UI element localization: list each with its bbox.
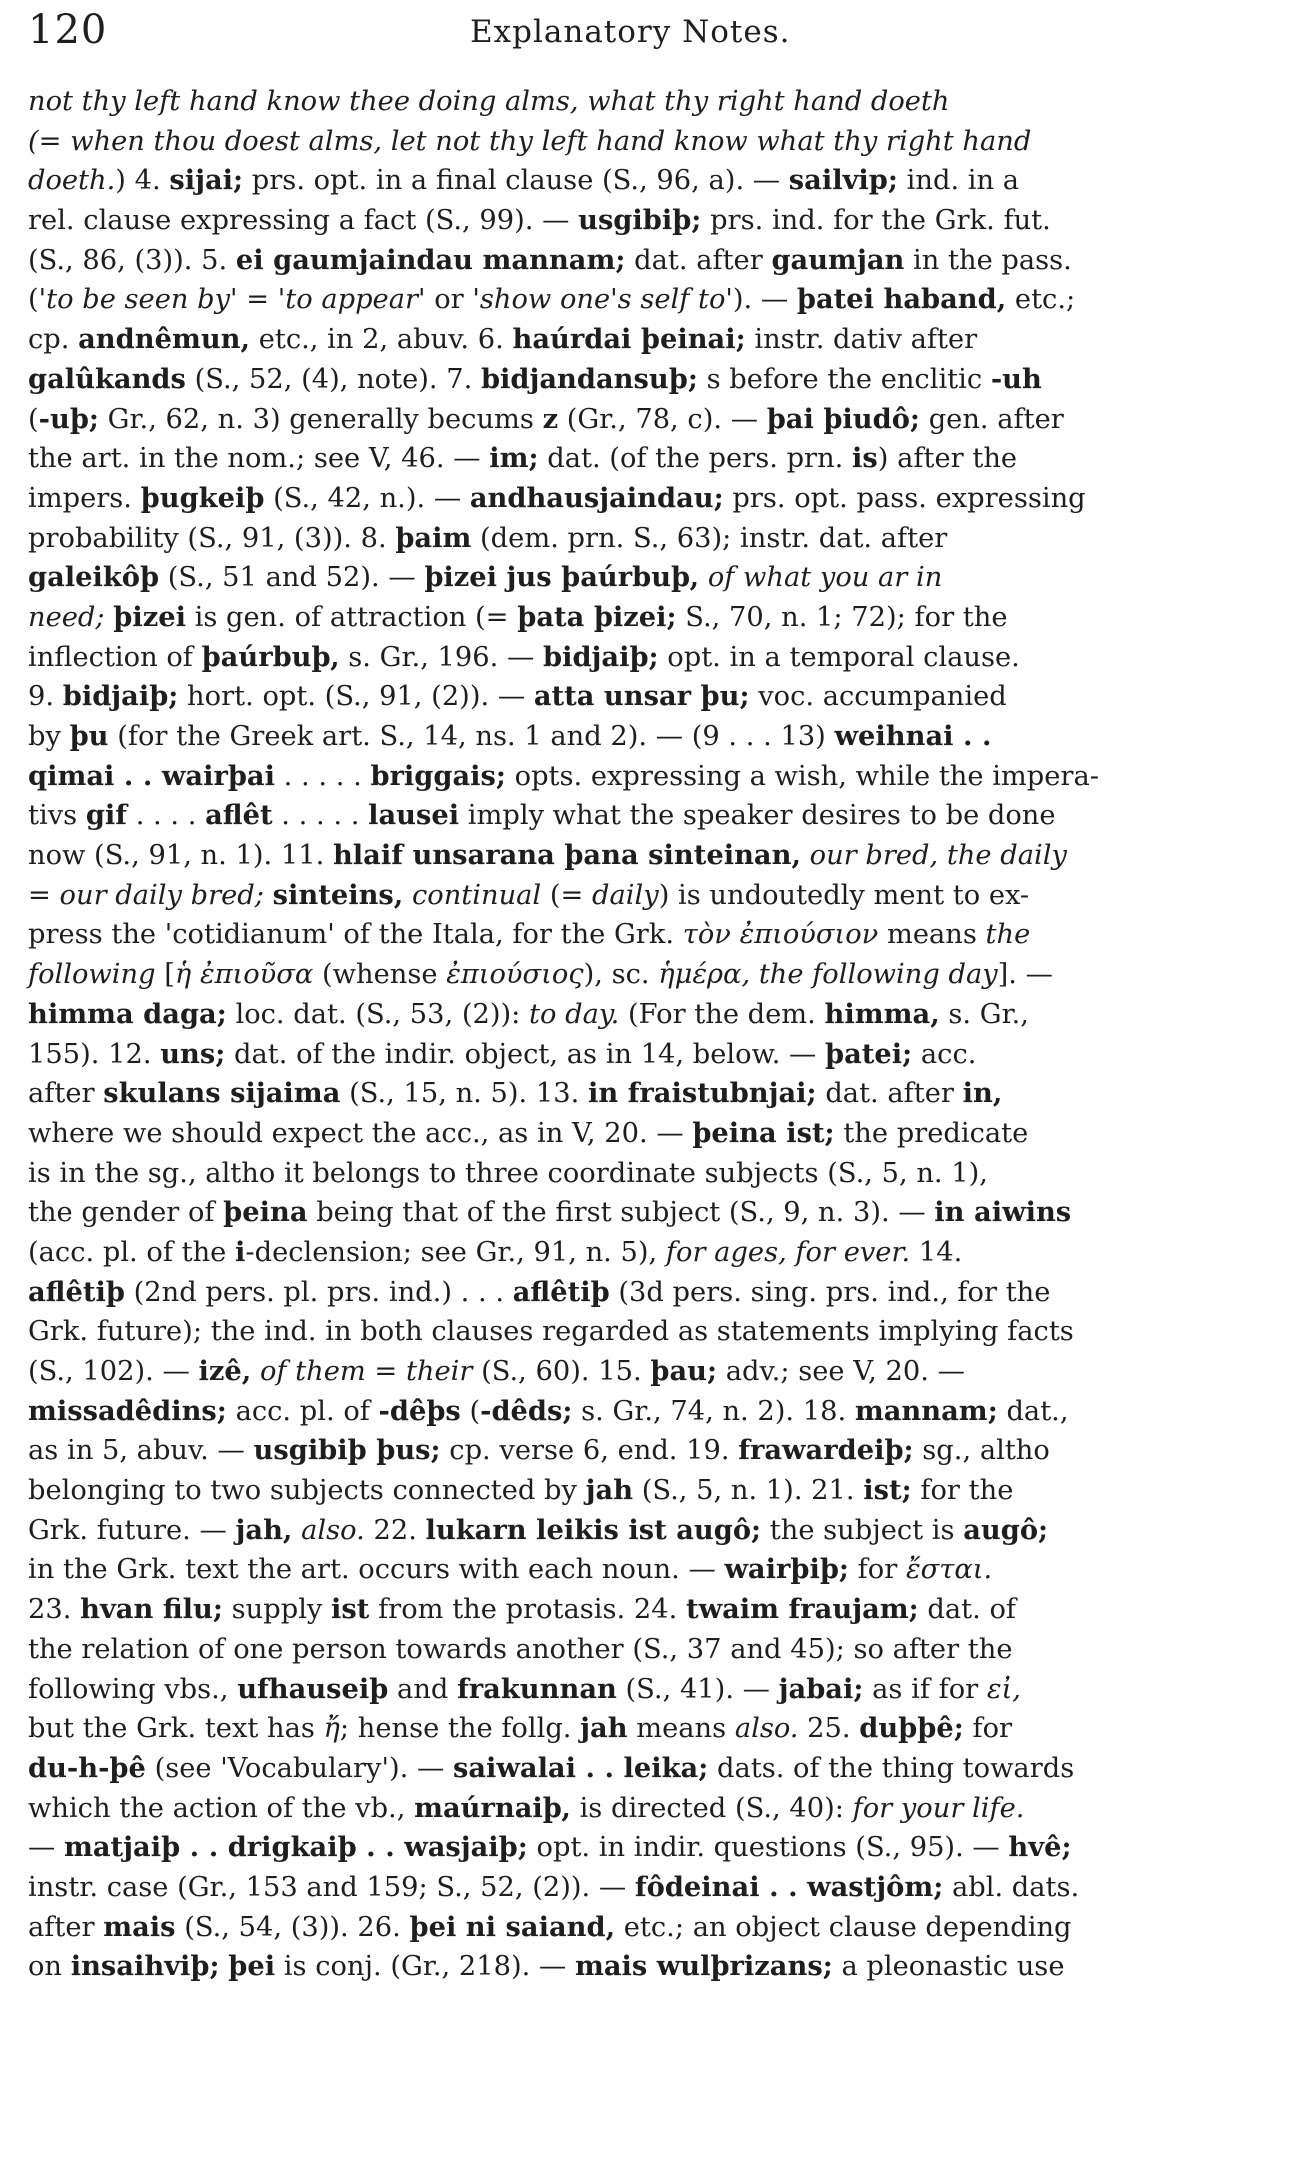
note-text: (': [28, 284, 47, 316]
note-text: etc.;: [1006, 284, 1076, 316]
text-line: [28, 1868, 1240, 1908]
gothic-term: usgibiþ;: [578, 204, 702, 237]
gothic-term: þaim: [395, 521, 472, 554]
note-text: etc., in 2, abuv. 6.: [250, 324, 513, 356]
text-line: [28, 1233, 1240, 1273]
note-text: s. Gr.,: [939, 998, 1029, 1030]
gothic-term: himma,: [824, 997, 940, 1030]
note-text: loc. dat. (S., 53, (2)):: [226, 998, 530, 1030]
text-line: [28, 122, 1240, 162]
gothic-term: bidjaiþ;: [542, 640, 659, 673]
note-text: ) 4.: [115, 165, 170, 197]
note-text: for: [849, 1554, 906, 1586]
note-text: [251, 1356, 260, 1387]
gothic-term: weihnai . .: [834, 720, 992, 752]
note-text: ind. in a: [897, 165, 1020, 197]
text-line: [28, 1789, 1240, 1829]
note-text: is conj. (Gr., 218). —: [275, 1951, 575, 1983]
translation-text: show one's self to: [479, 284, 726, 316]
note-text: ' or ': [418, 284, 480, 316]
gothic-term: þeina ist;: [692, 1116, 835, 1149]
gothic-term: in fraistubnjai;: [587, 1077, 817, 1110]
gothic-term: hvan filu;: [80, 1593, 223, 1626]
gothic-term: þatei;: [825, 1037, 913, 1070]
gothic-term: i: [235, 1235, 246, 1268]
gothic-term: mannam;: [854, 1394, 998, 1427]
text-line: [28, 757, 1240, 797]
note-text: the art. in the nom.; see V, 46. —: [28, 443, 490, 475]
note-text: ) is undoutedly ment to ex-: [658, 879, 1030, 911]
note-text: (S., 54, (3)). 26.: [175, 1911, 410, 1943]
note-text: following vbs.,: [28, 1673, 238, 1705]
note-text: now (S., 91, n. 1). 11.: [28, 840, 333, 872]
note-text: [403, 880, 412, 911]
gothic-term: þau;: [650, 1355, 718, 1387]
note-text: s. Gr., 74, n. 2). 18.: [572, 1395, 855, 1427]
text-line: [28, 1312, 1240, 1352]
translation-text: our bred, the daily: [809, 840, 1067, 872]
translation-text: for ages, for ever.: [665, 1236, 911, 1268]
gothic-term: qimai . . wairþai: [28, 759, 275, 792]
note-text: [220, 1951, 229, 1982]
note-text: the relation of one person towards another (S., 37 and 45); so after the: [28, 1633, 1013, 1665]
text-line: [28, 1709, 1240, 1749]
text-line: [28, 677, 1240, 717]
note-text: imply what the speaker desires to be done: [459, 800, 1056, 832]
note-text: for the: [911, 1475, 1014, 1507]
gothic-term: sailvip;: [788, 164, 898, 197]
note-text: means: [878, 919, 986, 951]
note-text: (S., 5, n. 1). 21.: [633, 1475, 864, 1507]
note-text: Gr., 62, n. 3) generally becums: [99, 403, 543, 435]
note-text: 14.: [910, 1236, 963, 1268]
gothic-term: missadêdins;: [28, 1394, 227, 1427]
note-text: is in the sg., altho it belongs to three coordinate subjects (S., 5, n. 1),: [28, 1157, 988, 1189]
note-text: —: [28, 1832, 64, 1864]
text-line: [28, 161, 1240, 201]
note-text: on: [28, 1951, 71, 1983]
note-text: ), sc.: [583, 959, 659, 991]
note-text: opt. in indir. questions (S., 95). —: [527, 1832, 1009, 1864]
gothic-term: uns;: [160, 1037, 226, 1070]
gothic-term: lukarn leikis ist augô;: [425, 1513, 762, 1546]
note-text: [801, 840, 810, 871]
note-text: (see 'Vocabulary'). —: [145, 1752, 453, 1784]
text-line: [28, 1035, 1240, 1075]
text-line: [28, 638, 1240, 678]
note-text: being that of the first subject (S., 9, n. 3). —: [307, 1197, 935, 1229]
text-line: [28, 955, 1240, 995]
note-text: (S., 60). 15.: [472, 1356, 651, 1387]
text-line: [28, 1908, 1240, 1948]
gothic-term: -uh: [990, 362, 1042, 395]
text-line: [28, 995, 1240, 1035]
note-text: (Gr., 78, c). —: [558, 403, 767, 435]
text-line: [28, 1074, 1240, 1114]
translation-text: to appear: [285, 284, 419, 316]
gothic-term: þai þiudô;: [766, 402, 921, 435]
gothic-term: jah: [585, 1474, 634, 1507]
gothic-term: skulans sijaima: [103, 1077, 341, 1110]
note-text: dats. of the thing towards: [708, 1752, 1075, 1784]
text-line: [28, 519, 1240, 559]
note-text: Grk. future); the ind. in both clauses regarded as statements implying facts: [28, 1316, 1074, 1348]
text-line: [28, 1947, 1240, 1987]
text-line: [28, 1352, 1240, 1392]
note-text: s before the enclitic: [697, 363, 991, 395]
text-line: [28, 1630, 1240, 1670]
gothic-term: þaúrbuþ,: [201, 640, 340, 673]
note-text: probability (S., 91, (3)). 8.: [28, 522, 396, 554]
gothic-term: sinteins,: [272, 878, 404, 911]
note-text: 9.: [28, 681, 63, 713]
gothic-term: ist;: [863, 1474, 912, 1507]
note-text: [292, 1515, 301, 1546]
note-text: dat.,: [997, 1395, 1069, 1427]
translation-text: (= when thou doest alms, let not thy left hand know what thy right hand: [28, 125, 1032, 157]
note-text: adv.; see V, 20. —: [717, 1356, 965, 1387]
gothic-term: du-h-þê: [28, 1751, 146, 1784]
gothic-term: z: [542, 402, 559, 435]
gothic-term: þu: [69, 720, 109, 752]
translation-text: of them = their: [259, 1356, 473, 1387]
text-line: [28, 1193, 1240, 1233]
gothic-term: gaumjan: [771, 243, 905, 276]
text-line: [28, 439, 1240, 479]
note-text: (S., 51 and 52). —: [159, 562, 425, 594]
text-line: [28, 1828, 1240, 1868]
translation-text: also.: [734, 1713, 799, 1745]
text-line: [28, 1392, 1240, 1432]
text-line: [28, 915, 1240, 955]
text-line: [28, 1590, 1240, 1630]
note-text: rel. clause expressing a fact (S., 99). —: [28, 205, 579, 237]
page-number: 120: [28, 7, 108, 53]
gothic-term: andhausjaindau;: [469, 481, 724, 514]
note-text: but the Grk. text has: [28, 1713, 324, 1745]
note-text: by: [28, 721, 70, 752]
note-text: as in 5, abuv. —: [28, 1435, 254, 1467]
note-text: (: [28, 403, 39, 435]
note-text: sg., altho: [913, 1435, 1050, 1467]
text-line: [28, 1749, 1240, 1789]
note-text: acc. pl. of: [226, 1395, 379, 1427]
note-text: press the 'cotidianum' of the Itala, for the Grk.: [28, 919, 683, 951]
text-line: [28, 796, 1240, 836]
gothic-term: frawardeiþ;: [738, 1434, 914, 1467]
text-line: [28, 479, 1240, 519]
gothic-term: ist: [331, 1593, 370, 1626]
translation-text: daily: [592, 879, 659, 911]
translation-text: continual: [411, 879, 542, 911]
translation-text: ἤ: [323, 1713, 340, 1745]
text-line: [28, 400, 1240, 440]
note-text: (S., 15, n. 5). 13.: [340, 1078, 588, 1110]
note-text: Grk. future. —: [28, 1514, 236, 1546]
gothic-term: þatei haband,: [796, 283, 1007, 316]
note-text: after: [28, 1911, 104, 1943]
note-text: after: [28, 1078, 104, 1110]
note-text: dat. of the indir. object, as in 14, below. —: [225, 1038, 826, 1070]
gothic-term: sijai;: [169, 164, 244, 197]
gothic-term: jah,: [235, 1513, 293, 1546]
translation-text: for your life.: [852, 1792, 1025, 1824]
text-line: [28, 1154, 1240, 1194]
note-text: means: [627, 1713, 735, 1745]
note-text: the gender of: [28, 1197, 224, 1229]
translation-text: ἐπιούσιος: [446, 959, 584, 991]
note-text: -declension; see Gr., 91, n. 5),: [245, 1236, 666, 1268]
note-text: '). —: [725, 284, 797, 316]
gothic-term: himma daga;: [28, 997, 227, 1030]
note-text: . . . . .: [272, 800, 369, 832]
gothic-term: fôdeinai . . wastjôm;: [634, 1870, 944, 1903]
note-text: (S., 102). —: [28, 1356, 199, 1387]
note-text: dat. after: [625, 244, 772, 276]
note-text: 23.: [28, 1594, 81, 1626]
gothic-term: -dêds;: [480, 1394, 573, 1427]
gothic-term: andnêmun,: [78, 323, 251, 356]
text-line: [28, 836, 1240, 876]
note-text: opts. expressing a wish, while the impera-: [505, 760, 1099, 792]
note-text: (=: [541, 879, 593, 911]
note-text: (For the dem.: [619, 998, 825, 1030]
text-line: [28, 717, 1240, 757]
note-text: 155). 12.: [28, 1038, 161, 1070]
translation-text: not thy left hand know thee doing alms, what thy right hand doeth: [28, 86, 950, 117]
translation-text: the: [985, 919, 1031, 951]
note-text: cp. verse 6, end. 19.: [440, 1435, 739, 1467]
text-line: [28, 1550, 1240, 1590]
translation-text: to be seen by: [46, 284, 231, 316]
gothic-term: haúrdai þeinai;: [512, 323, 746, 356]
translation-text: εἰ,: [986, 1673, 1021, 1705]
note-text: (whense: [313, 959, 447, 991]
gothic-term: mais: [103, 1910, 176, 1943]
gothic-term: gif: [85, 799, 128, 832]
note-text: [699, 562, 708, 593]
gothic-term: wairþiþ;: [724, 1553, 849, 1586]
note-text: tivs: [28, 800, 86, 832]
gothic-term: þugkeiþ: [140, 481, 265, 514]
gothic-term: þizei jus þaúrbuþ,: [424, 561, 700, 594]
note-text: (: [460, 1395, 481, 1427]
gothic-term: briggais;: [370, 759, 506, 792]
gothic-term: lausei: [368, 799, 460, 832]
note-text: for: [963, 1713, 1013, 1745]
note-text: cp.: [28, 324, 79, 356]
note-text: inflection of: [28, 641, 202, 673]
gothic-term: hvê;: [1008, 1831, 1072, 1864]
gothic-term: aflêtiþ: [512, 1275, 610, 1308]
gothic-term: ei gaumjaindau mannam;: [235, 243, 626, 276]
gothic-term: saiwalai . . leika;: [452, 1751, 709, 1784]
gothic-term: hlaif unsarana þana sinteinan,: [332, 839, 801, 872]
text-line: [28, 280, 1240, 320]
note-text: gen. after: [920, 403, 1064, 435]
note-text: (3d pers. sing. prs. ind., for the: [609, 1276, 1051, 1308]
note-text: prs. opt. in a final clause (S., 96, a). —: [243, 165, 789, 197]
note-text: instr. dativ after: [745, 324, 978, 356]
note-text: dat. after: [816, 1078, 963, 1110]
text-line: [28, 1273, 1240, 1313]
gothic-term: im;: [489, 442, 539, 475]
text-line: [28, 1471, 1240, 1511]
translation-text: following: [28, 959, 156, 991]
text-line: [28, 1511, 1240, 1551]
note-text: 22.: [364, 1514, 426, 1546]
note-text: s. Gr., 196. —: [339, 641, 543, 673]
note-text: ' = ': [230, 284, 286, 316]
note-text: the subject is: [761, 1514, 964, 1546]
gothic-term: -dêþs: [378, 1394, 461, 1427]
text-line: [28, 360, 1240, 400]
note-text: hort. opt. (S., 91, (2)). —: [178, 681, 534, 713]
note-text: . . . .: [127, 800, 206, 832]
gothic-term: bidjaiþ;: [62, 680, 179, 713]
gothic-term: -uþ;: [38, 402, 99, 435]
text-line: [28, 558, 1240, 598]
text-line: [28, 598, 1240, 638]
note-text: voc. accumpanied: [749, 681, 1007, 713]
translation-text: ἡμέρα, the following day: [658, 959, 998, 991]
note-text: is directed (S., 40):: [570, 1792, 853, 1824]
translation-text: of what you ar in: [707, 562, 943, 594]
note-text: which the action of the vb.,: [28, 1792, 415, 1824]
gothic-term: galûkands: [28, 362, 186, 395]
gothic-term: þei ni saiand,: [409, 1910, 616, 1943]
note-text: (dem. prn. S., 63); instr. dat. after: [471, 522, 948, 554]
note-text: as if for: [863, 1673, 987, 1705]
text-line: [28, 241, 1240, 281]
note-text: in the Grk. text the art. occurs with each noun. —: [28, 1554, 725, 1586]
text-line: [28, 1114, 1240, 1154]
note-text: 25.: [798, 1713, 860, 1745]
text-line: [28, 876, 1240, 916]
gothic-term: aflêt: [205, 799, 273, 832]
translation-text: ἡ ἐπιοῦσα: [174, 959, 314, 991]
notes-body: [28, 82, 1240, 1987]
note-text: prs. ind. for the Grk. fut.: [701, 205, 1051, 237]
translation-text: also.: [301, 1514, 365, 1546]
note-text: from the protasis. 24.: [369, 1594, 686, 1626]
running-head: Explanatory Notes.: [470, 14, 791, 50]
gothic-term: matjaiþ . . drigkaiþ . . wasjaiþ;: [63, 1831, 528, 1864]
translation-text: τὸν ἐπιούσιον: [682, 919, 879, 951]
gothic-term: mais wulþrizans;: [574, 1950, 833, 1983]
gothic-term: insaihviþ;: [70, 1950, 220, 1983]
gothic-term: twaim fraujam;: [685, 1593, 919, 1626]
gothic-term: bidjandansuþ;: [480, 362, 698, 395]
note-text: where we should expect the acc., as in V, 20. —: [28, 1117, 693, 1149]
note-text: S., 70, n. 1; 72); for the: [676, 601, 1008, 633]
note-text: impers.: [28, 482, 141, 514]
note-text: (S., 42, n.). —: [264, 482, 470, 514]
gothic-term: þeina: [223, 1196, 308, 1229]
note-text: ; hense the follg.: [339, 1713, 581, 1745]
translation-text: to day.: [529, 998, 620, 1030]
note-text: [264, 880, 273, 911]
translation-text: = our daily bred;: [28, 879, 264, 911]
note-text: opt. in a temporal clause.: [658, 641, 1020, 673]
note-text: (acc. pl. of the: [28, 1236, 236, 1268]
note-text: ) after the: [877, 443, 1018, 475]
note-text: . . . . .: [275, 760, 371, 792]
note-text: supply: [222, 1594, 332, 1626]
gothic-term: in,: [962, 1077, 1003, 1110]
gothic-term: atta unsar þu;: [533, 680, 750, 713]
gothic-term: usgibiþ þus;: [253, 1434, 441, 1467]
note-text: (S., 86, (3)). 5.: [28, 244, 236, 276]
text-line: [28, 201, 1240, 241]
gothic-term: ufhauseiþ: [237, 1672, 389, 1705]
note-text: a pleonastic use: [832, 1951, 1065, 1983]
gothic-term: jabai;: [778, 1672, 864, 1705]
note-text: belonging to two subjects connected by: [28, 1475, 586, 1507]
note-text: (S., 52, (4), note). 7.: [185, 363, 481, 395]
gothic-term: augô;: [963, 1513, 1049, 1546]
gothic-term: is: [852, 442, 878, 475]
note-text: prs. opt. pass. expressing: [723, 482, 1086, 514]
note-text: dat. (of the pers. prn.: [538, 443, 853, 475]
gothic-term: duþþê;: [859, 1712, 964, 1745]
gothic-term: aflêtiþ: [28, 1275, 125, 1308]
note-text: etc.; an object clause depending: [615, 1911, 1072, 1943]
text-line: [28, 1431, 1240, 1471]
note-text: (S., 41). —: [616, 1673, 779, 1705]
gothic-term: izê,: [198, 1355, 252, 1387]
gothic-term: þizei: [113, 600, 186, 633]
note-text: the predicate: [834, 1117, 1029, 1149]
text-line: [28, 1670, 1240, 1710]
note-text: dat. of: [918, 1594, 1017, 1626]
gothic-term: þei: [228, 1950, 276, 1983]
text-line: [28, 320, 1240, 360]
gothic-term: in aiwins: [934, 1196, 1072, 1229]
translation-text: ἔσται.: [905, 1554, 993, 1586]
gothic-term: þata þizei;: [517, 600, 677, 633]
note-text: in the pass.: [904, 244, 1072, 276]
gothic-term: jah: [580, 1712, 628, 1745]
note-text: ]. —: [997, 959, 1053, 991]
gothic-term: maúrnaiþ,: [414, 1791, 571, 1824]
page-header: [28, 4, 1258, 74]
note-text: [105, 602, 114, 633]
note-text: acc.: [912, 1038, 977, 1070]
note-text: instr. case (Gr., 153 and 159; S., 52, (2)). —: [28, 1871, 635, 1903]
note-text: [: [155, 959, 175, 991]
gothic-term: galeikôþ: [28, 561, 160, 594]
note-text: (for the Greek art. S., 14, ns. 1 and 2). — (9 . . . 13): [108, 721, 835, 752]
note-text: abl. dats.: [943, 1871, 1080, 1903]
note-text: and: [388, 1673, 458, 1705]
gothic-term: frakunnan: [457, 1672, 617, 1705]
note-text: is gen. of attraction (=: [185, 601, 518, 633]
translation-text: need;: [28, 601, 105, 633]
note-text: (2nd pers. pl. prs. ind.) . . .: [124, 1276, 513, 1308]
text-line: [28, 82, 1240, 122]
translation-text: doeth.: [28, 165, 116, 197]
